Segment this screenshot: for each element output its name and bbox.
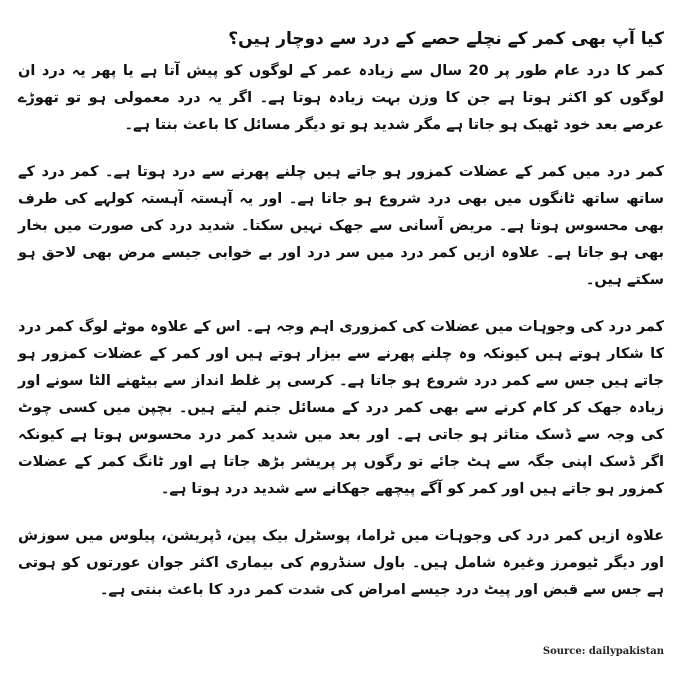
paragraph-symptoms: کمر درد میں کمر کے عضلات کمزور ہو جاتے ہیں چلنے پھرنے سے درد ہوتا ہے۔ کمر درد کے ساتھ ساتھ ٹانگوں میں بھی درد شروع ہو جاتا ہے۔ اور یہ آہستہ آہستہ کولہے کی طرف بھی محسوس ہوتا ہے۔ مریض آسانی سے جھک نہیں سکتا۔ شدید درد کی صورت میں بخار بھی ہو جاتا ہے۔ علاوہ ازیں کمر درد میں سر درد اور بے خوابی جیسے مرض بھی لاحق ہو سکتے ہیں۔ <box>18 164 664 288</box>
paragraph-causes: کمر درد کی وجوہات میں عضلات کی کمزوری اہم وجہ ہے۔ اس کے علاوہ موٹے لوگ کمر درد کا شکار ہوتے ہیں کیونکہ وہ چلنے پھرنے سے بیزار ہوتے ہیں اور کمر کے عضلات کمزور ہو جاتے ہیں جس سے کمر درد شروع ہو جاتا ہے۔ کرسی پر غلط انداز سے بیٹھنے الٹا سونے اور زیادہ جھک کر کام کرنے سے بھی کمر درد کے مسائل جنم لیتے ہیں۔ بچپن میں کسی چوٹ کی وجہ سے ڈسک متاثر ہو جاتی ہے۔ اور بعد میں شدید کمر درد محسوس ہوتا ہے کیونکہ اگر ڈسک اپنی جگہ سے ہٹ جائے تو رگوں پر پریشر بڑھ جاتا ہے اور ٹانگ کمر کے عضلات کمزور ہو جاتے ہیں اور کمر کو آگے پیچھے جھکانے سے شدید درد ہوتا ہے۔ <box>18 319 664 497</box>
article-title: کیا آپ بھی کمر کے نچلے حصے کے درد سے دوچار ہیں؟ <box>228 29 664 49</box>
article <box>18 26 664 624</box>
source-credit: Source: dailypakistan <box>542 646 664 657</box>
paragraph-other-causes: علاوہ ازیں کمر درد کی وجوہات میں ٹراما، پوسٹرل بیک پین، ڈپریشن، پیلوس میں سوزش اور دیگر ٹیومرز وغیرہ شامل ہیں۔ باول سنڈروم کی بیماری اکثر جوان عورتوں کو ہوتی ہے جس سے قبض اور پیٹ درد جیسے امراض کی شدت کمر درد کا باعث بنتی ہے۔ <box>18 528 664 598</box>
paragraph-intro: کمر کا درد عام طور پر 20 سال سے زیادہ عمر کے لوگوں کو پیش آتا ہے یا پھر یہ درد ان لوگوں کو اکثر ہوتا ہے جن کا وزن بہت زیادہ ہوتا ہے۔ اگر یہ درد معمولی ہو تو تھوڑے عرصے بعد خود ٹھیک ہو جاتا ہے مگر شدید ہو تو دیگر مسائل کا باعث بنتا ہے۔ <box>18 63 665 133</box>
